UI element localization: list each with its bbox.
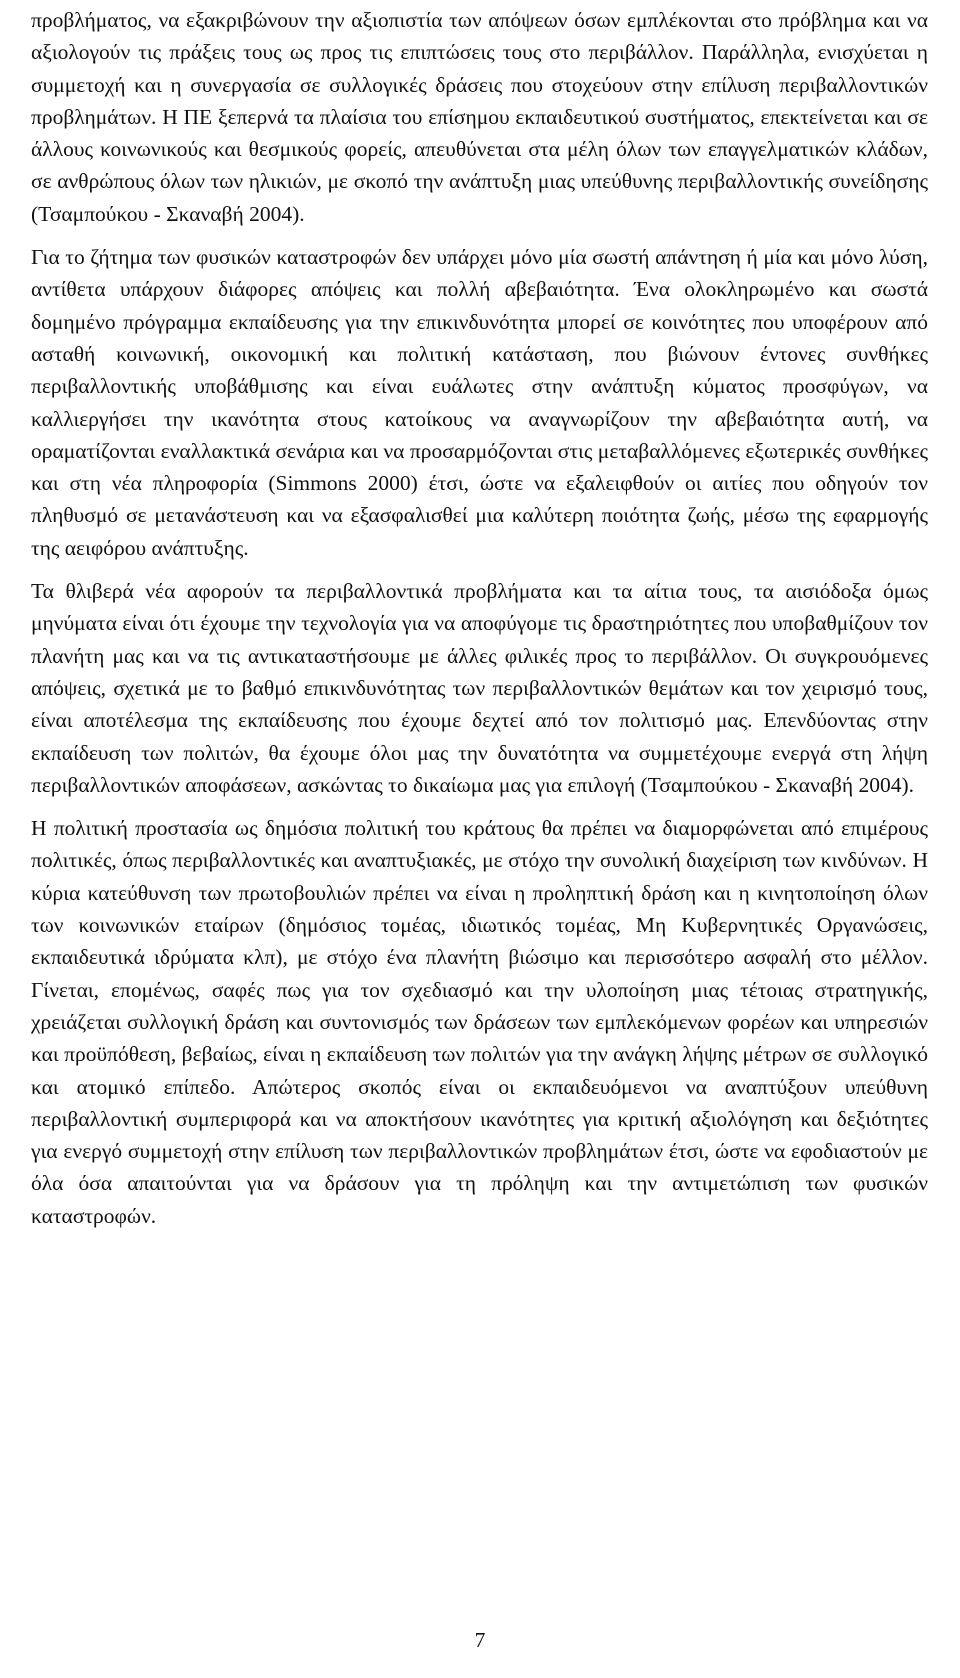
paragraph-4: Η πολιτική προστασία ως δημόσια πολιτική του κράτους θα πρέπει να διαμορφώνεται από επιμέρους πολιτικές, όπως περιβαλλοντικές και αναπτυξιακές, με στόχο την συνολική διαχείριση των κινδύνων. Η κύρια κατεύθυνση των πρωτοβουλιών πρέπει να είναι η προληπτική δράση και η κινητοποίηση όλων των κοινωνικών εταίρων (δημόσιος τομέας, ιδιωτικός τομέας, Μη Κυβερνητικές Οργανώσεις, εκπαιδευτικά ιδρύματα κλπ), με στόχο ένα πλανήτη βιώσιμο και περισσότερο ασφαλή στο μέλλον. Γίνεται, επομένως, σαφές πως για τον σχεδιασμό και την υλοποίηση μιας τέτοιας στρατηγικής, χρειάζεται συλλογική δράση και συντονισμός των δράσεων των εμπλεκόμενων φορέων και υπηρεσιών και προϋπόθεση, βεβαίως, είναι η εκπαίδευση των πολιτών για την ανάγκη λήψης μέτρων σε συλλογικό και ατομικό επίπεδο. Απώτερος σκοπός είναι οι εκπαιδευόμενοι να αναπτύξουν υπεύθυνη περιβαλλοντική συμπεριφορά και να αποκτήσουν ικανότητες για κριτική αξιολόγηση και δεξιότητες για ενεργό συμμετοχή στην επίλυση των περιβαλλοντικών προβλημάτων έτσι, ώστε να εφοδιαστούν με όλα όσα απαιτούνται για να δράσουν για τη πρόληψη και την αντιμετώπιση των φυσικών καταστροφών. <box>31 816 928 1228</box>
paragraph-3: Τα θλιβερά νέα αφορούν τα περιβαλλοντικά προβλήματα και τα αίτια τους, τα αισιόδοξα όμως μηνύματα είναι ότι έχουμε την τεχνολογία για να αποφύγομε τις δραστηριότητες που υποβαθμίζουν τον πλανήτη μας και να τις αντικαταστήσουμε με άλλες φιλικές προς το περιβάλλον. Οι συγκρουόμενες απόψεις, σχετικά με το βαθμό επικινδυνότητας των περιβαλλοντικών θεμάτων και τον χειρισμό τους, είναι αποτέλεσμα της εκπαίδευσης που έχουμε δεχτεί από τον πολιτισμό μας. Επενδύοντας στην εκπαίδευση των πολιτών, θα έχουμε όλοι μας την δυνατότητα να συμμετέχουμε ενεργά στη λήψη περιβαλλοντικών αποφάσεων, ασκώντας το δικαίωμα μας για επιλογή (Τσαμπούκου - Σκαναβή 2004). <box>31 579 928 797</box>
paragraph-1: προβλήματος, να εξακριβώνουν την αξιοπιστία των απόψεων όσων εμπλέκονται στο πρόβλημα και να αξιολογούν τις πράξεις τους ως προς τις επιπτώσεις τους στο περιβάλλον. Παράλληλα, ενισχύεται η συμμετοχή και η συνεργασία σε συλλογικές δράσεις που στοχεύουν στην επίλυση περιβαλλοντικών προβλημάτων. Η ΠΕ ξεπερνά τα πλαίσια του επίσημου εκπαιδευτικού συστήματος, επεκτείνεται και σε άλλους κοινωνικούς και θεσμικούς φορείς, απευθύνεται στα μέλη όλων των επαγγελματικών κλάδων, σε ανθρώπους όλων των ηλικιών, με σκοπό την ανάπτυξη μιας υπεύθυνης περιβαλλοντικής συνείδησης (Τσαμπούκου - Σκαναβή 2004). <box>31 8 928 226</box>
document-body <box>31 4 928 1243</box>
page-number: 7 <box>474 1628 486 1652</box>
paragraph-2: Για το ζήτημα των φυσικών καταστροφών δεν υπάρχει μόνο μία σωστή απάντηση ή μία και μόνο λύση, αντίθετα υπάρχουν διάφορες απόψεις και πολλή αβεβαιότητα. Ένα ολοκληρωμένο και σωστά δομημένο πρόγραμμα εκπαίδευσης για την επικινδυνότητα μπορεί σε κοινότητες που υποφέρουν από ασταθή κοινωνική, οικονομική και πολιτική κατάσταση, που βιώνουν έντονες συνθήκες περιβαλλοντικής υποβάθμισης και είναι ευάλωτες στην ανάπτυξη κύματος προσφύγων, να καλλιεργήσει την ικανότητα στους κατοίκους να αναγνωρίζουν την αβεβαιότητα αυτή, να οραματίζονται εναλλακτικά σενάρια και να προσαρμόζονται στις μεταβαλλόμενες εξωτερικές συνθήκες και στη νέα πληροφορία (Simmons 2000) έτσι, ώστε να εξαλειφθούν οι αιτίες που οδηγούν τον πληθυσμό σε μετανάστευση και να εξασφαλισθεί μια καλύτερη ποιότητα ζωής, μέσω της εφαρμογής της αειφόρου ανάπτυξης. <box>31 245 928 560</box>
